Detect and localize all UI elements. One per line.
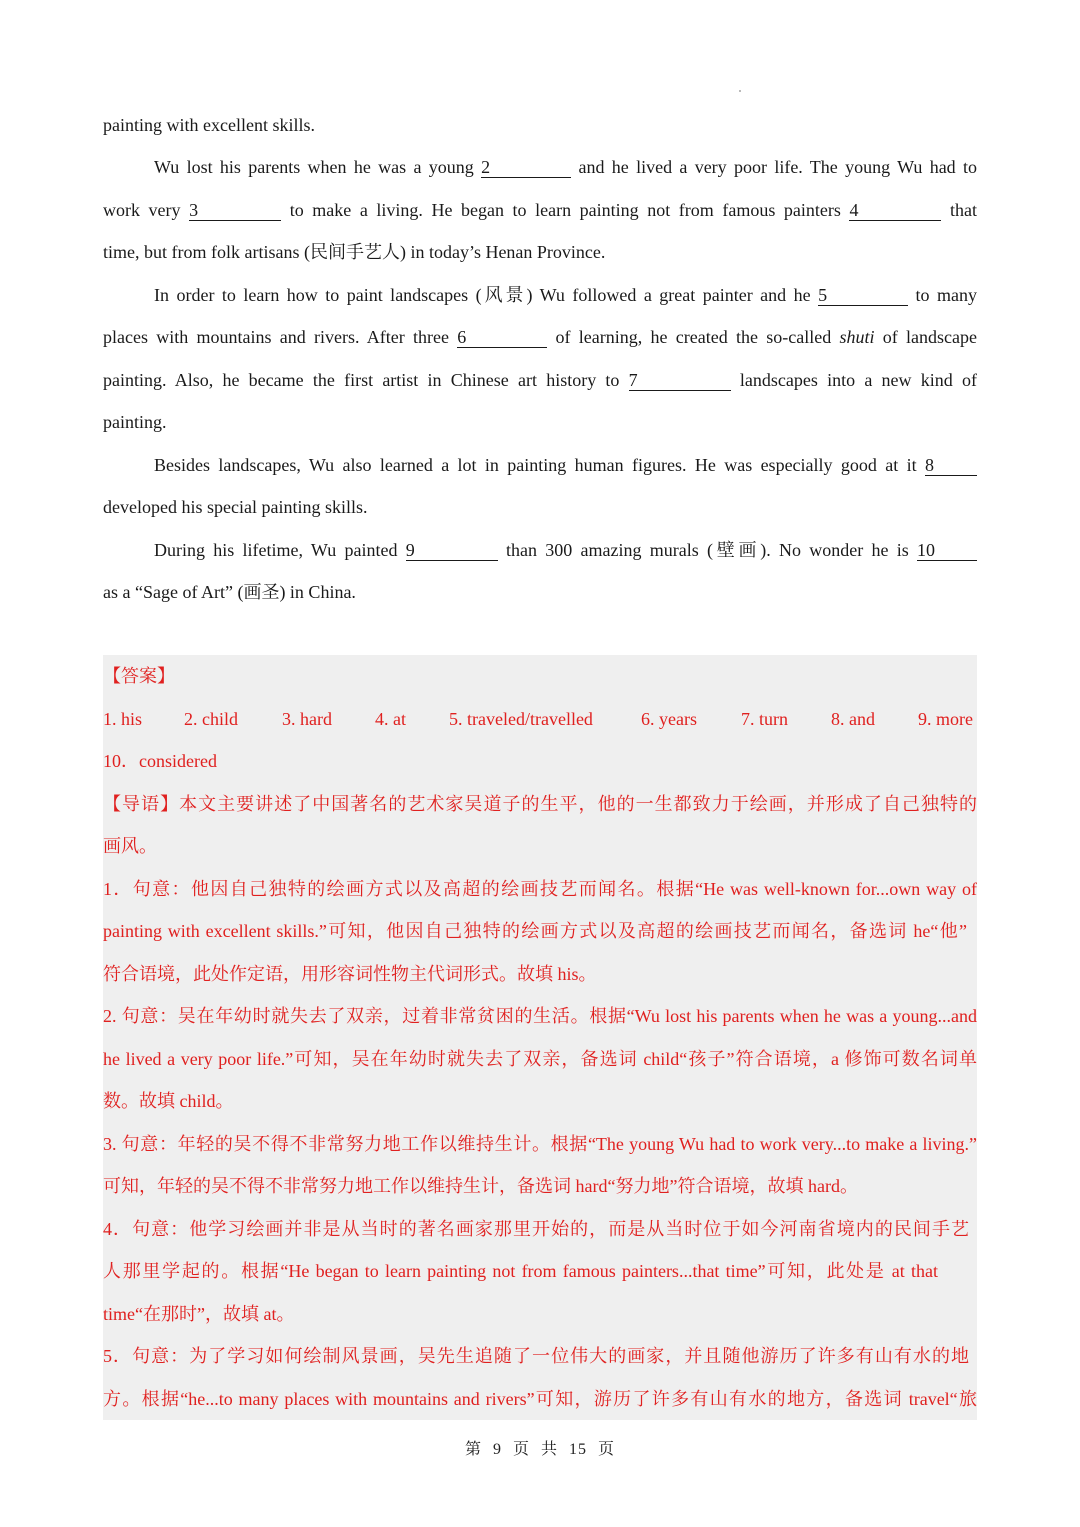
blank-8: 8 — [925, 455, 977, 476]
answer-item: 5. traveled/travelled — [449, 709, 593, 729]
text: places with mountains and rivers. After three — [103, 327, 449, 347]
blank-7: 7 — [629, 370, 731, 391]
speck — [739, 90, 741, 92]
text: In order to learn how to paint landscapes (风景) Wu followed a great painter and he — [154, 285, 811, 305]
text: During his lifetime, Wu painted — [154, 540, 398, 560]
passage-line — [103, 323, 977, 351]
answer-header: 【答案】 — [103, 666, 175, 686]
text: work very — [103, 200, 181, 220]
passage-line — [103, 196, 977, 224]
passage-line — [103, 366, 977, 394]
explanation-line: he lived a very poor life.”可知，吴在年幼时就失去了双亲，备选词 child“孩子”符合语境，a 修饰可数名词单 — [103, 1049, 977, 1069]
footer-di: 第 — [464, 1441, 482, 1458]
answer-item: 8. and — [831, 709, 875, 729]
text: of learning, he created the so-called — [555, 327, 832, 347]
passage-line — [103, 111, 977, 139]
blank-3: 3 — [189, 200, 281, 221]
page-footer — [0, 1436, 1080, 1459]
text: that — [950, 200, 978, 220]
text: Besides landscapes, Wu also learned a lot in painting human figures. He was especially good at it — [154, 455, 917, 475]
footer-ye: 页 — [512, 1441, 530, 1458]
explanation-line: painting with excellent skills.”可知，他因自己独特的绘画方式以及高超的绘画技艺而闻名，备选词 he“他” — [103, 921, 967, 941]
explanation-line: 人那里学起的。根据“He began to learn painting not from famous painters...that time”可知，此处是 at that — [103, 1261, 938, 1281]
explanation-line: time“在那时”，故填 at。 — [103, 1304, 295, 1324]
passage-line — [103, 238, 977, 266]
blank-4: 4 — [849, 200, 941, 221]
text: painting. — [103, 412, 167, 432]
passage-line — [103, 408, 977, 436]
text: painting. Also, he became the first artist in Chinese art history to — [103, 370, 620, 390]
blank-6: 6 — [457, 327, 547, 348]
explanation-line: 可知，年轻的吴不得不非常努力地工作以维持生计，备选词 hard“努力地”符合语境，故填 hard。 — [103, 1176, 858, 1196]
footer-gong: 共 — [541, 1441, 559, 1458]
text: as a “Sage of Art” (画圣) in China. — [103, 582, 356, 602]
text: Wu lost his parents when he was a young — [154, 157, 474, 177]
blank-2: 2 — [481, 157, 571, 178]
answer-item: 4. at — [375, 709, 406, 729]
passage-line — [154, 281, 977, 309]
explanation-line: 数。故填 child。 — [103, 1091, 234, 1111]
answer-item: 2. child — [184, 709, 238, 729]
text: painting with excellent skills. — [103, 115, 315, 135]
text: to many — [915, 285, 978, 305]
answer-panel — [103, 655, 977, 1420]
passage-line — [154, 153, 977, 181]
intro-line: 【导语】本文主要讲述了中国著名的艺术家吴道子的生平，他的一生都致力于绘画，并形成了自己独特的 — [103, 794, 977, 814]
passage-line — [103, 578, 977, 606]
text: time, but from folk artisans (民间手艺人) in today’s Henan Province. — [103, 242, 606, 262]
answer-item: 3. hard — [282, 709, 332, 729]
explanation-line: 3. 句意：年轻的吴不得不非常努力地工作以维持生计。根据“The young Wu had to work very...to make a living.” — [103, 1134, 977, 1154]
blank-10: 10 — [917, 540, 977, 561]
passage-line — [154, 451, 977, 479]
blank-9: 9 — [406, 540, 498, 561]
blank-5: 5 — [818, 285, 908, 306]
passage-line — [154, 536, 977, 564]
text: landscapes into a new kind of — [739, 370, 977, 390]
footer-ye: 页 — [598, 1441, 616, 1458]
explanation-line: 1．句意：他因自己独特的绘画方式以及高超的绘画技艺而闻名。根据“He was well-known for...own way of — [103, 879, 977, 899]
text: to make a living. He began to learn painting not from famous painters — [289, 200, 841, 220]
answer-item-10: 10．considered — [103, 751, 217, 771]
text-italic: shuti — [839, 327, 875, 347]
text: than 300 amazing murals (壁画). No wonder he is — [505, 540, 909, 560]
answer-item: 9. more — [918, 709, 973, 729]
page-total: 15 — [569, 1441, 588, 1458]
passage-line — [103, 493, 977, 521]
explanation-line: 2. 句意：吴在年幼时就失去了双亲，过着非常贫困的生活。根据“Wu lost his parents when he was a young...and — [103, 1006, 977, 1026]
explanation-line: 4．句意：他学习绘画并非是从当时的著名画家那里开始的，而是从当时位于如今河南省境内的民间手艺 — [103, 1219, 969, 1239]
text: developed his special painting skills. — [103, 497, 368, 517]
text: and he lived a very poor life. The young Wu had to — [578, 157, 978, 177]
intro-line: 画风。 — [103, 836, 157, 856]
explanation-line: 5．句意：为了学习如何绘制风景画，吴先生追随了一位伟大的画家，并且随他游历了许多有山有水的地 — [103, 1346, 969, 1366]
page-number: 9 — [492, 1441, 502, 1458]
answer-item: 6. years — [641, 709, 697, 729]
text: of landscape — [882, 327, 978, 347]
explanation-line: 符合语境，此处作定语，用形容词性物主代词形式。故填 his。 — [103, 964, 597, 984]
answer-item: 1. his — [103, 709, 143, 729]
answer-item: 7. turn — [741, 709, 788, 729]
explanation-line: 方。根据“he...to many places with mountains and rivers”可知，游历了许多有山有水的地方，备选词 travel“旅 — [103, 1389, 977, 1409]
